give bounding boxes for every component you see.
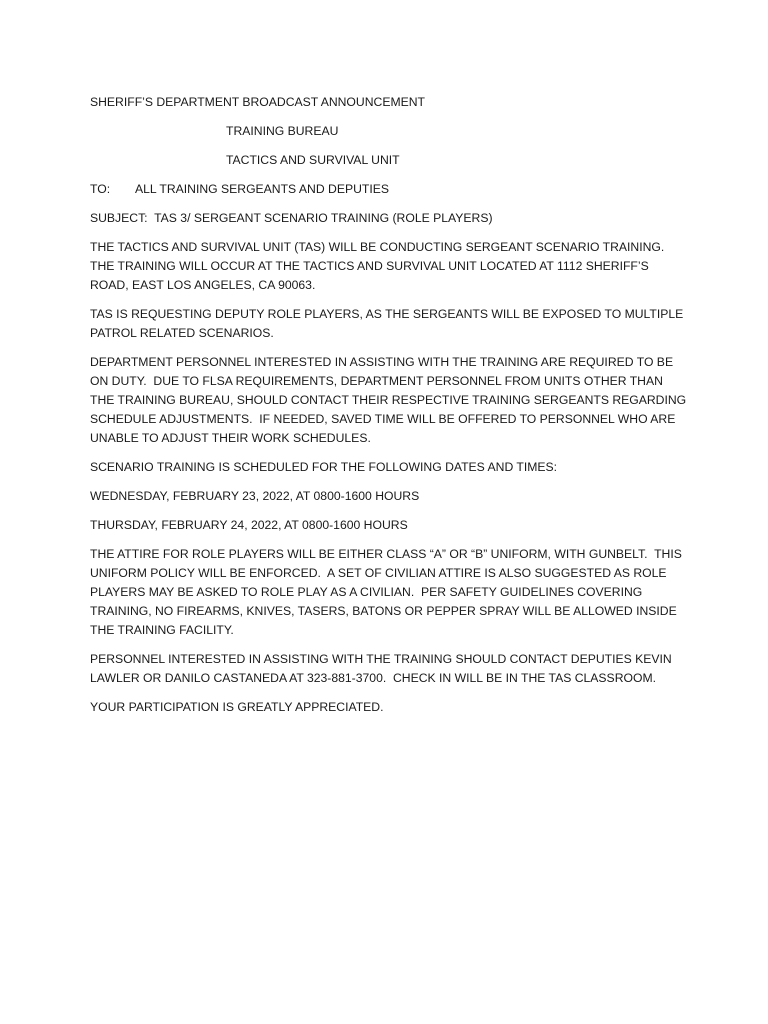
schedule-date-1: WEDNESDAY, FEBRUARY 23, 2022, AT 0800-1600 HOURS [90, 489, 420, 503]
paragraph-location: THE TACTICS AND SURVIVAL UNIT (TAS) WILL BE CONDUCTING SERGEANT SCENARIO TRAINING. THE TRAINING WILL OCCUR AT THE TACTICS AND SURVIVAL UNIT LOCATED AT 1112 SHERIFF’S ROAD, EAST LOS ANGELES, CA 90063. [90, 240, 671, 292]
to-recipients: ALL TRAINING SERGEANTS AND DEPUTIES [135, 182, 389, 196]
document-page [90, 93, 690, 727]
to-label: TO: [90, 182, 111, 196]
document-title: SHERIFF’S DEPARTMENT BROADCAST ANNOUNCEMENT [90, 95, 425, 109]
paragraph-schedule-intro: SCENARIO TRAINING IS SCHEDULED FOR THE FOLLOWING DATES AND TIMES: [90, 460, 558, 474]
unit-heading: TACTICS AND SURVIVAL UNIT [226, 153, 400, 167]
paragraph-contact: PERSONNEL INTERESTED IN ASSISTING WITH THE TRAINING SHOULD CONTACT DEPUTIES KEVIN LAWLER OR DANILO CASTANEDA AT 323-881-3700. CHECK IN WILL BE IN THE TAS CLASSROOM. [90, 652, 676, 685]
schedule-date-2: THURSDAY, FEBRUARY 24, 2022, AT 0800-1600 HOURS [90, 518, 408, 532]
closing-line: YOUR PARTICIPATION IS GREATLY APPRECIATED. [90, 700, 384, 714]
paragraph-request: TAS IS REQUESTING DEPUTY ROLE PLAYERS, AS THE SERGEANTS WILL BE EXPOSED TO MULTIPLE PATROL RELATED SCENARIOS. [90, 307, 684, 340]
bureau-heading: TRAINING BUREAU [226, 124, 339, 138]
paragraph-attire: THE ATTIRE FOR ROLE PLAYERS WILL BE EITHER CLASS “A” OR “B” UNIFORM, WITH GUNBELT. THIS UNIFORM POLICY WILL BE ENFORCED. A SET OF CIVILIAN ATTIRE IS ALSO SUGGESTED AS ROLE PLAYERS MAY BE ASKED TO ROLE PLAY AS A CIVILIAN. PER SAFETY GUIDELINES COVERING TRAINING, NO FIREARMS, KNIVES, TASERS, BATONS OR PEPPER SPRAY WILL BE ALLOWED INSIDE THE TRAINING FACILITY. [90, 547, 686, 637]
paragraph-duty-requirements: DEPARTMENT PERSONNEL INTERESTED IN ASSISTING WITH THE TRAINING ARE REQUIRED TO BE ON DUTY. DUE TO FLSA REQUIREMENTS, DEPARTMENT PERSONNEL FROM UNITS OTHER THAN THE TRAINING BUREAU, SHOULD CONTACT THEIR RESPECTIVE TRAINING SERGEANTS REGARDING SCHEDULE ADJUSTMENTS. IF NEEDED, SAVED TIME WILL BE OFFERED TO PERSONNEL WHO ARE UNABLE TO ADJUST THEIR WORK SCHEDULES. [90, 355, 690, 445]
subject-line: SUBJECT: TAS 3/ SERGEANT SCENARIO TRAINING (ROLE PLAYERS) [90, 211, 493, 225]
to-line [90, 180, 690, 199]
